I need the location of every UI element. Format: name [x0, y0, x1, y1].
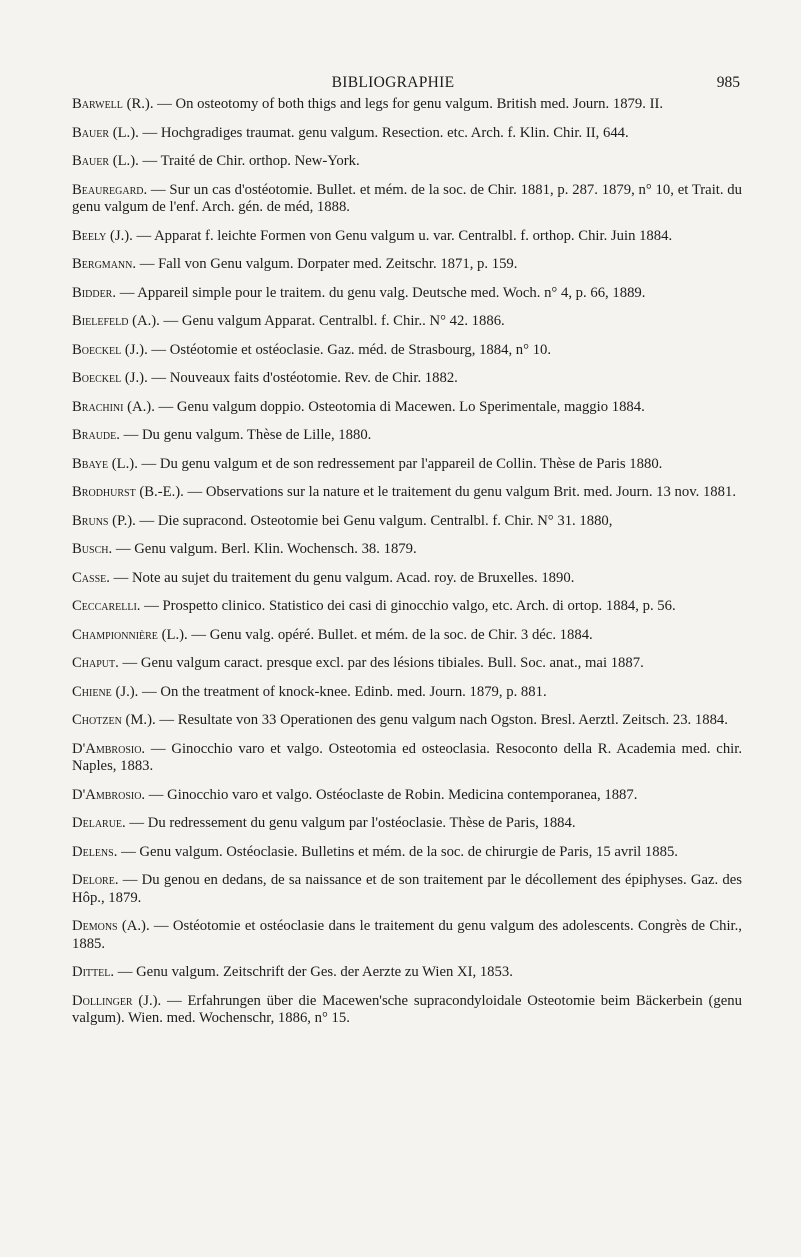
entry-text: — Du redressement du genu valgum par l'ostéoclasie. Thèse de Paris, 1884.	[125, 815, 576, 831]
bibliography-entry	[72, 541, 742, 559]
entry-text: — On osteotomy of both thigs and legs for genu valgum. British med. Journ. 1879. II.	[153, 96, 664, 112]
bibliography-entry	[72, 598, 742, 616]
bibliography-entry	[72, 427, 742, 445]
bibliography-entry	[72, 125, 742, 143]
page-number: 985	[716, 74, 740, 91]
entry-text: — Prospetto clinico. Statistico dei casi di ginocchio valgo, etc. Arch. di ortop. 1884, p. 56.	[140, 598, 676, 614]
bibliography-entry	[72, 741, 742, 776]
entry-author: Beauregard.	[72, 181, 148, 198]
entry-text: — Traité de Chir. orthop. New-York.	[138, 153, 360, 169]
entry-text: — Appareil simple pour le traitem. du genu valg. Deutsche med. Woch. n° 4, p. 66, 1889.	[116, 284, 646, 301]
bibliography-entry	[72, 96, 742, 114]
entry-text: — Genu valg. opéré. Bullet. et mém. de la soc. de Chir. 3 déc. 1884.	[187, 626, 593, 643]
entry-author: Bielefeld (A.).	[72, 313, 160, 329]
entry-author: Chotzen (M.).	[72, 712, 156, 728]
bibliography-entry	[72, 313, 742, 331]
bibliography-entry	[72, 684, 742, 702]
bibliography-entry	[72, 256, 742, 274]
entry-author: Brodhurst (B.-E.).	[72, 484, 184, 500]
entry-author: Boeckel (J.).	[72, 370, 148, 386]
entry-author: Braude.	[72, 427, 120, 443]
entry-author: Chiene (J.).	[72, 683, 139, 700]
entry-text: — Note au sujet du traitement du genu valgum. Acad. roy. de Bruxelles. 1890.	[109, 569, 575, 586]
bibliography-entry	[72, 484, 742, 502]
entry-author: Bidder.	[72, 284, 117, 301]
bibliography-list	[72, 96, 742, 1039]
bibliography-entry	[72, 627, 742, 645]
entry-text: — Resultate von 33 Operationen des genu valgum nach Ogston. Bresl. Aerztl. Zeitsch. 23. 1884.	[155, 712, 728, 728]
bibliography-entry	[72, 228, 742, 246]
entry-text: — Genu valgum. Ostéoclasie. Bulletins et mém. de la soc. de chirurgie de Paris, 15 avril 1885.	[117, 843, 678, 860]
entry-author: Brachini (A.).	[72, 398, 155, 415]
entry-author: Dollinger (J.).	[72, 992, 162, 1009]
entry-text: — Apparat f. leichte Formen von Genu valgum u. var. Centralbl. f. orthop. Chir. Juin 1884.	[132, 227, 673, 244]
entry-text: — Du genou en dedans, de sa naissance et de son traitement par le décollement des épiphyses. Gaz. des Hôp., 1879.	[72, 872, 742, 906]
entry-text: — Genu valgum. Zeitschrift der Ges. der Aerzte zu Wien XI, 1853.	[114, 964, 513, 980]
bibliography-entry	[72, 153, 742, 171]
entry-text: — Erfahrungen über die Macewen'sche supracondyloidale Osteotomie beim Bäckerbein (genu valgum). Wien. med. Wochenschr, 1886, n° 15.	[72, 992, 742, 1026]
entry-author: Demons (A.).	[72, 918, 150, 934]
entry-author: Beely (J.).	[72, 227, 133, 244]
bibliography-entry	[72, 787, 742, 805]
page-header	[46, 74, 740, 98]
bibliography-entry	[72, 918, 742, 953]
entry-author: Delens.	[72, 843, 118, 860]
entry-text: — Genu valgum doppio. Osteotomia di Macewen. Lo Sperimentale, maggio 1884.	[154, 398, 645, 415]
entry-text: — Observations sur la nature et le traitement du genu valgum Brit. med. Journ. 13 nov. 1881.	[183, 484, 736, 500]
entry-text: — Genu valgum Apparat. Centralbl. f. Chir.. N° 42. 1886.	[159, 313, 505, 329]
bibliography-entry	[72, 815, 742, 833]
entry-text: — Die supracond. Osteotomie bei Genu valgum. Centralbl. f. Chir. N° 31. 1880,	[135, 512, 613, 529]
page-title: BIBLIOGRAPHIE	[331, 74, 455, 91]
entry-author: Ceccarelli.	[72, 598, 141, 614]
bibliography-entry	[72, 182, 742, 217]
bibliography-entry	[72, 844, 742, 862]
entry-text: — Genu valgum caract. presque excl. par des lésions tibiales. Bull. Soc. anat., mai 1887.	[118, 655, 644, 671]
entry-text: — Hochgradiges traumat. genu valgum. Resection. etc. Arch. f. Klin. Chir. II, 644.	[138, 124, 629, 141]
entry-text: — Ostéotomie et ostéoclasie. Gaz. méd. de Strasbourg, 1884, n° 10.	[147, 341, 552, 358]
entry-text: — Du genu valgum et de son redressement par l'appareil de Collin. Thèse de Paris 1880.	[137, 455, 663, 472]
bibliography-entry	[72, 456, 742, 474]
entry-text: — Fall von Genu valgum. Dorpater med. Zeitschr. 1871, p. 159.	[136, 256, 518, 272]
entry-author: Boeckel (J.).	[72, 341, 148, 358]
bibliography-entry	[72, 570, 742, 588]
entry-text: — Du genu valgum. Thèse de Lille, 1880.	[119, 427, 372, 443]
bibliography-entry	[72, 370, 742, 388]
entry-author: D'Ambrosio.	[72, 740, 146, 757]
bibliography-entry	[72, 712, 742, 730]
entry-text: — Ginocchio varo et valgo. Osteotomia ed osteoclasia. Resoconto della R. Academia med. chir. Naples, 1883.	[72, 740, 742, 774]
bibliography-entry	[72, 964, 742, 982]
entry-author: Bauer (L.).	[72, 153, 139, 169]
entry-author: Bruns (P.).	[72, 512, 136, 529]
bibliography-entry	[72, 655, 742, 673]
entry-author: Barwell (R.).	[72, 96, 154, 112]
entry-author: Delarue.	[72, 815, 126, 831]
entry-author: Championnière (L.).	[72, 626, 188, 643]
bibliography-entry	[72, 342, 742, 360]
bibliography-entry	[72, 872, 742, 907]
bibliography-entry	[72, 513, 742, 531]
entry-text: — On the treatment of knock-knee. Edinb. med. Journ. 1879, p. 881.	[138, 683, 547, 700]
entry-author: Bauer (L.).	[72, 124, 139, 141]
entry-author: Dittel.	[72, 964, 115, 980]
entry-text: — Nouveaux faits d'ostéotomie. Rev. de Chir. 1882.	[147, 370, 458, 386]
entry-author: Busch.	[72, 541, 113, 557]
entry-author: Casse.	[72, 569, 110, 586]
entry-author: Bergmann.	[72, 256, 137, 272]
bibliography-entry	[72, 399, 742, 417]
entry-author: Chaput.	[72, 655, 119, 671]
entry-author: Bbaye (L.).	[72, 455, 138, 472]
entry-text: — Sur un cas d'ostéotomie. Bullet. et mém. de la soc. de Chir. 1881, p. 287. 1879, n° 10, et Trait. du genu valgum de l'enf. Arch. gén. de méd, 1888.	[72, 181, 742, 215]
entry-author: Delore.	[72, 872, 119, 888]
entry-text: — Ostéotomie et ostéoclasie dans le traitement du genu valgum des adolescents. Congrès de Chir., 1885.	[72, 918, 742, 952]
entry-text: — Ginocchio varo et valgo. Ostéoclaste de Robin. Medicina contemporanea, 1887.	[145, 786, 638, 803]
entry-text: — Genu valgum. Berl. Klin. Wochensch. 38. 1879.	[112, 541, 417, 557]
entry-author: D'Ambrosio.	[72, 786, 146, 803]
bibliography-entry	[72, 285, 742, 303]
bibliography-entry	[72, 993, 742, 1028]
